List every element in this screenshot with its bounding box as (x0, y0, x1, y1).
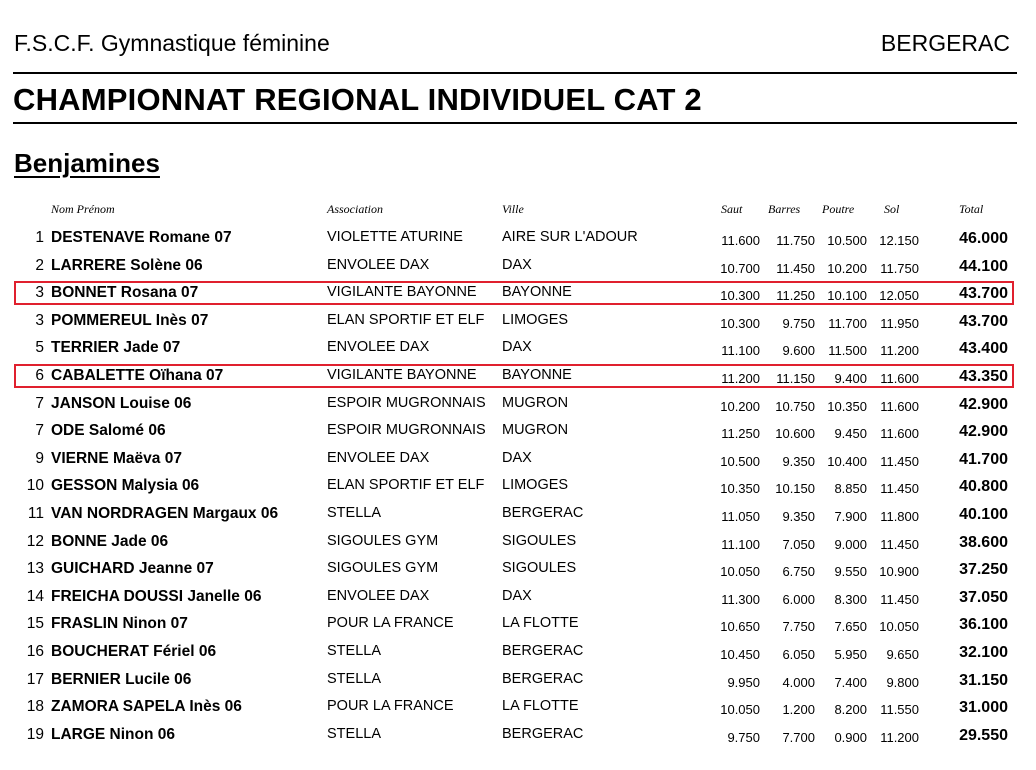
cell-rank: 5 (35, 339, 44, 356)
cell-total: 41.700 (959, 451, 1008, 468)
cell-ville: LIMOGES (502, 477, 569, 493)
cell-barres: 6.050 (782, 647, 815, 662)
cell-rank: 6 (35, 367, 44, 384)
cell-saut: 9.950 (727, 675, 760, 690)
cell-rank: 10 (26, 477, 44, 494)
cell-total: 43.400 (959, 340, 1008, 357)
cell-saut: 11.200 (721, 371, 760, 386)
table-row (0, 312, 1036, 339)
cell-association: STELLA (327, 671, 381, 687)
cell-sol: 11.950 (880, 316, 919, 331)
cell-ville: BERGERAC (502, 505, 584, 521)
cell-poutre: 8.200 (834, 702, 867, 717)
cell-name: BONNET Rosana 07 (51, 284, 199, 301)
cell-rank: 11 (27, 505, 44, 522)
title-divider (13, 122, 1017, 124)
cell-sol: 10.050 (879, 619, 919, 634)
cell-poutre: 9.000 (834, 537, 867, 552)
cell-ville: MUGRON (502, 422, 569, 438)
cell-ville: LA FLOTTE (502, 698, 579, 714)
cell-association: POUR LA FRANCE (327, 615, 454, 631)
cell-ville: DAX (502, 588, 532, 604)
table-row (0, 257, 1036, 284)
cell-ville: DAX (502, 450, 532, 466)
cell-sol: 11.200 (880, 343, 919, 358)
table-row (0, 560, 1036, 587)
cell-name: VAN NORDRAGEN Margaux 06 (51, 505, 279, 522)
cell-rank: 7 (35, 395, 44, 412)
cell-sol: 9.800 (886, 675, 919, 690)
table-row (0, 588, 1036, 615)
cell-saut: 10.650 (720, 619, 760, 634)
cell-association: ESPOIR MUGRONNAIS (327, 395, 486, 411)
table-row (0, 643, 1036, 670)
cell-ville: BERGERAC (502, 671, 584, 687)
cell-sol: 11.450 (880, 592, 919, 607)
cell-total: 37.050 (959, 589, 1008, 606)
cell-name: BERNIER Lucile 06 (51, 671, 192, 688)
cell-association: STELLA (327, 505, 381, 521)
cell-total: 36.100 (959, 616, 1008, 633)
cell-sol: 11.550 (880, 702, 919, 717)
cell-total: 29.550 (959, 727, 1008, 744)
cell-barres: 9.350 (782, 509, 815, 524)
cell-ville: SIGOULES (502, 560, 577, 576)
cell-saut: 11.100 (721, 537, 760, 552)
cell-rank: 9 (35, 450, 44, 467)
cell-rank: 2 (35, 257, 44, 274)
table-row (0, 533, 1036, 560)
cell-name: POMMEREUL Inès 07 (51, 312, 209, 329)
cell-total: 37.250 (959, 561, 1008, 578)
cell-saut: 10.450 (720, 647, 760, 662)
cell-total: 40.800 (959, 478, 1008, 495)
cell-poutre: 7.400 (834, 675, 867, 690)
cell-ville: DAX (502, 257, 532, 273)
cell-sol: 11.450 (880, 454, 919, 469)
cell-name: GUICHARD Jeanne 07 (51, 560, 214, 577)
cell-name: FRASLIN Ninon 07 (51, 615, 188, 632)
cell-poutre: 0.900 (834, 730, 867, 745)
cell-association: ENVOLEE DAX (327, 339, 430, 355)
cell-total: 42.900 (959, 396, 1008, 413)
cell-saut: 11.300 (721, 592, 760, 607)
cell-barres: 9.350 (782, 454, 815, 469)
col-total-header: Total (959, 202, 984, 216)
cell-saut: 11.250 (721, 426, 760, 441)
cell-ville: MUGRON (502, 395, 569, 411)
cell-name: FREICHA DOUSSI Janelle 06 (51, 588, 262, 605)
cell-sol: 9.650 (886, 647, 919, 662)
col-sol-header: Sol (884, 202, 900, 216)
cell-association: SIGOULES GYM (327, 560, 439, 576)
cell-barres: 11.150 (776, 371, 815, 386)
cell-total: 43.700 (959, 313, 1008, 330)
cell-association: ESPOIR MUGRONNAIS (327, 422, 486, 438)
cell-ville: BERGERAC (502, 726, 584, 742)
cell-poutre: 7.650 (834, 619, 867, 634)
cell-barres: 6.000 (782, 592, 815, 607)
table-row (0, 505, 1036, 532)
cell-saut: 10.700 (720, 261, 760, 276)
cell-ville: AIRE SUR L'ADOUR (502, 229, 638, 245)
cell-sol: 10.900 (879, 564, 919, 579)
cell-rank: 15 (26, 615, 44, 632)
cell-total: 43.350 (959, 368, 1008, 385)
cell-name: JANSON Louise 06 (51, 395, 192, 412)
cell-rank: 14 (26, 588, 44, 605)
cell-association: ENVOLEE DAX (327, 257, 430, 273)
cell-association: POUR LA FRANCE (327, 698, 454, 714)
table-row (0, 395, 1036, 422)
cell-saut: 10.300 (720, 288, 760, 303)
cell-rank: 18 (26, 698, 44, 715)
cell-total: 42.900 (959, 423, 1008, 440)
cell-saut: 11.600 (721, 233, 760, 248)
cell-saut: 9.750 (727, 730, 760, 745)
table-row (0, 477, 1036, 504)
cell-barres: 11.450 (776, 261, 815, 276)
cell-saut: 11.100 (721, 343, 760, 358)
table-row (0, 615, 1036, 642)
cell-ville: LA FLOTTE (502, 615, 579, 631)
cell-barres: 4.000 (782, 675, 815, 690)
federation-label: F.S.C.F. Gymnastique féminine (14, 30, 330, 56)
cell-name: TERRIER Jade 07 (51, 339, 181, 356)
cell-barres: 7.750 (782, 619, 815, 634)
table-row (0, 698, 1036, 725)
cell-saut: 10.050 (720, 564, 760, 579)
col-barres-header: Barres (768, 202, 801, 216)
table-row (0, 367, 1036, 394)
col-association-header: Association (327, 202, 383, 216)
cell-sol: 11.600 (880, 426, 919, 441)
cell-barres: 11.750 (776, 233, 815, 248)
cell-poutre: 9.550 (834, 564, 867, 579)
cell-sol: 11.200 (880, 730, 919, 745)
cell-association: VIGILANTE BAYONNE (327, 367, 477, 383)
cell-barres: 7.050 (782, 537, 815, 552)
cell-ville: BAYONNE (502, 367, 572, 383)
cell-sol: 12.050 (879, 288, 919, 303)
cell-association: VIGILANTE BAYONNE (327, 284, 477, 300)
cell-poutre: 10.350 (827, 399, 867, 414)
cell-barres: 1.200 (782, 702, 815, 717)
cell-rank: 3 (35, 284, 44, 301)
cell-barres: 10.600 (775, 426, 815, 441)
cell-name: BONNE Jade 06 (51, 533, 169, 550)
cell-barres: 10.150 (775, 481, 815, 496)
cell-rank: 12 (26, 533, 44, 550)
cell-total: 43.700 (959, 285, 1008, 302)
cell-name: DESTENAVE Romane 07 (51, 229, 232, 246)
cell-name: CABALETTE Oïhana 07 (51, 367, 224, 384)
col-saut-header: Saut (721, 202, 743, 216)
cell-association: VIOLETTE ATURINE (327, 229, 463, 245)
cell-name: BOUCHERAT Fériel 06 (51, 643, 217, 660)
col-name-header: Nom Prénom (51, 202, 115, 216)
cell-poutre: 10.100 (827, 288, 867, 303)
table-row (0, 450, 1036, 477)
cell-association: SIGOULES GYM (327, 533, 439, 549)
cell-name: GESSON Malysia 06 (51, 477, 200, 494)
cell-poutre: 8.850 (834, 481, 867, 496)
cell-poutre: 9.450 (834, 426, 867, 441)
cell-name: ZAMORA SAPELA Inès 06 (51, 698, 242, 715)
cell-saut: 10.200 (720, 399, 760, 414)
cell-poutre: 9.400 (834, 371, 867, 386)
col-poutre-header: Poutre (822, 202, 855, 216)
cell-sol: 11.750 (880, 261, 919, 276)
cell-saut: 10.300 (720, 316, 760, 331)
cell-name: VIERNE Maëva 07 (51, 450, 182, 467)
cell-rank: 19 (26, 726, 44, 743)
table-row (0, 726, 1036, 753)
cell-barres: 7.700 (782, 730, 815, 745)
cell-sol: 11.450 (880, 537, 919, 552)
cell-ville: SIGOULES (502, 533, 577, 549)
cell-association: STELLA (327, 726, 381, 742)
col-ville-header: Ville (502, 202, 524, 216)
cell-saut: 11.050 (721, 509, 760, 524)
cell-rank: 3 (35, 312, 44, 329)
cell-total: 46.000 (959, 230, 1008, 247)
cell-rank: 16 (26, 643, 44, 660)
cell-saut: 10.350 (720, 481, 760, 496)
table-row (0, 339, 1036, 366)
cell-association: ENVOLEE DAX (327, 450, 430, 466)
cell-poutre: 10.400 (827, 454, 867, 469)
table-row (0, 671, 1036, 698)
section-heading: Benjamines (14, 148, 160, 178)
cell-total: 31.150 (959, 672, 1008, 689)
cell-name: ODE Salomé 06 (51, 422, 166, 439)
cell-barres: 11.250 (776, 288, 815, 303)
cell-barres: 6.750 (782, 564, 815, 579)
cell-sol: 11.600 (880, 371, 919, 386)
cell-total: 40.100 (959, 506, 1008, 523)
page-title: CHAMPIONNAT REGIONAL INDIVIDUEL CAT 2 (13, 82, 702, 117)
cell-sol: 11.800 (880, 509, 919, 524)
cell-total: 44.100 (959, 258, 1008, 275)
cell-association: ELAN SPORTIF ET ELF (327, 477, 485, 493)
cell-ville: BERGERAC (502, 643, 584, 659)
cell-rank: 17 (26, 671, 44, 688)
cell-poutre: 8.300 (834, 592, 867, 607)
cell-name: LARRERE Solène 06 (51, 257, 203, 274)
cell-saut: 10.050 (720, 702, 760, 717)
cell-rank: 13 (26, 560, 44, 577)
cell-poutre: 11.700 (828, 316, 867, 331)
cell-sol: 11.450 (880, 481, 919, 496)
cell-poutre: 10.200 (827, 261, 867, 276)
cell-barres: 9.750 (782, 316, 815, 331)
cell-sol: 11.600 (880, 399, 919, 414)
cell-rank: 7 (35, 422, 44, 439)
cell-ville: BAYONNE (502, 284, 572, 300)
table-row (0, 284, 1036, 311)
table-row (0, 422, 1036, 449)
cell-association: ENVOLEE DAX (327, 588, 430, 604)
cell-association: ELAN SPORTIF ET ELF (327, 312, 485, 328)
cell-name: LARGE Ninon 06 (51, 726, 176, 743)
cell-sol: 12.150 (879, 233, 919, 248)
cell-total: 32.100 (959, 644, 1008, 661)
cell-barres: 10.750 (775, 399, 815, 414)
cell-rank: 1 (35, 229, 44, 246)
cell-poutre: 5.950 (834, 647, 867, 662)
city-label: BERGERAC (880, 30, 1010, 56)
cell-poutre: 10.500 (827, 233, 867, 248)
cell-poutre: 7.900 (834, 509, 867, 524)
cell-saut: 10.500 (720, 454, 760, 469)
cell-poutre: 11.500 (828, 343, 867, 358)
cell-total: 31.000 (959, 699, 1008, 716)
table-row (0, 229, 1036, 256)
cell-ville: DAX (502, 339, 532, 355)
cell-total: 38.600 (959, 534, 1008, 551)
cell-ville: LIMOGES (502, 312, 569, 328)
cell-barres: 9.600 (782, 343, 815, 358)
cell-association: STELLA (327, 643, 381, 659)
header-divider (13, 72, 1017, 74)
